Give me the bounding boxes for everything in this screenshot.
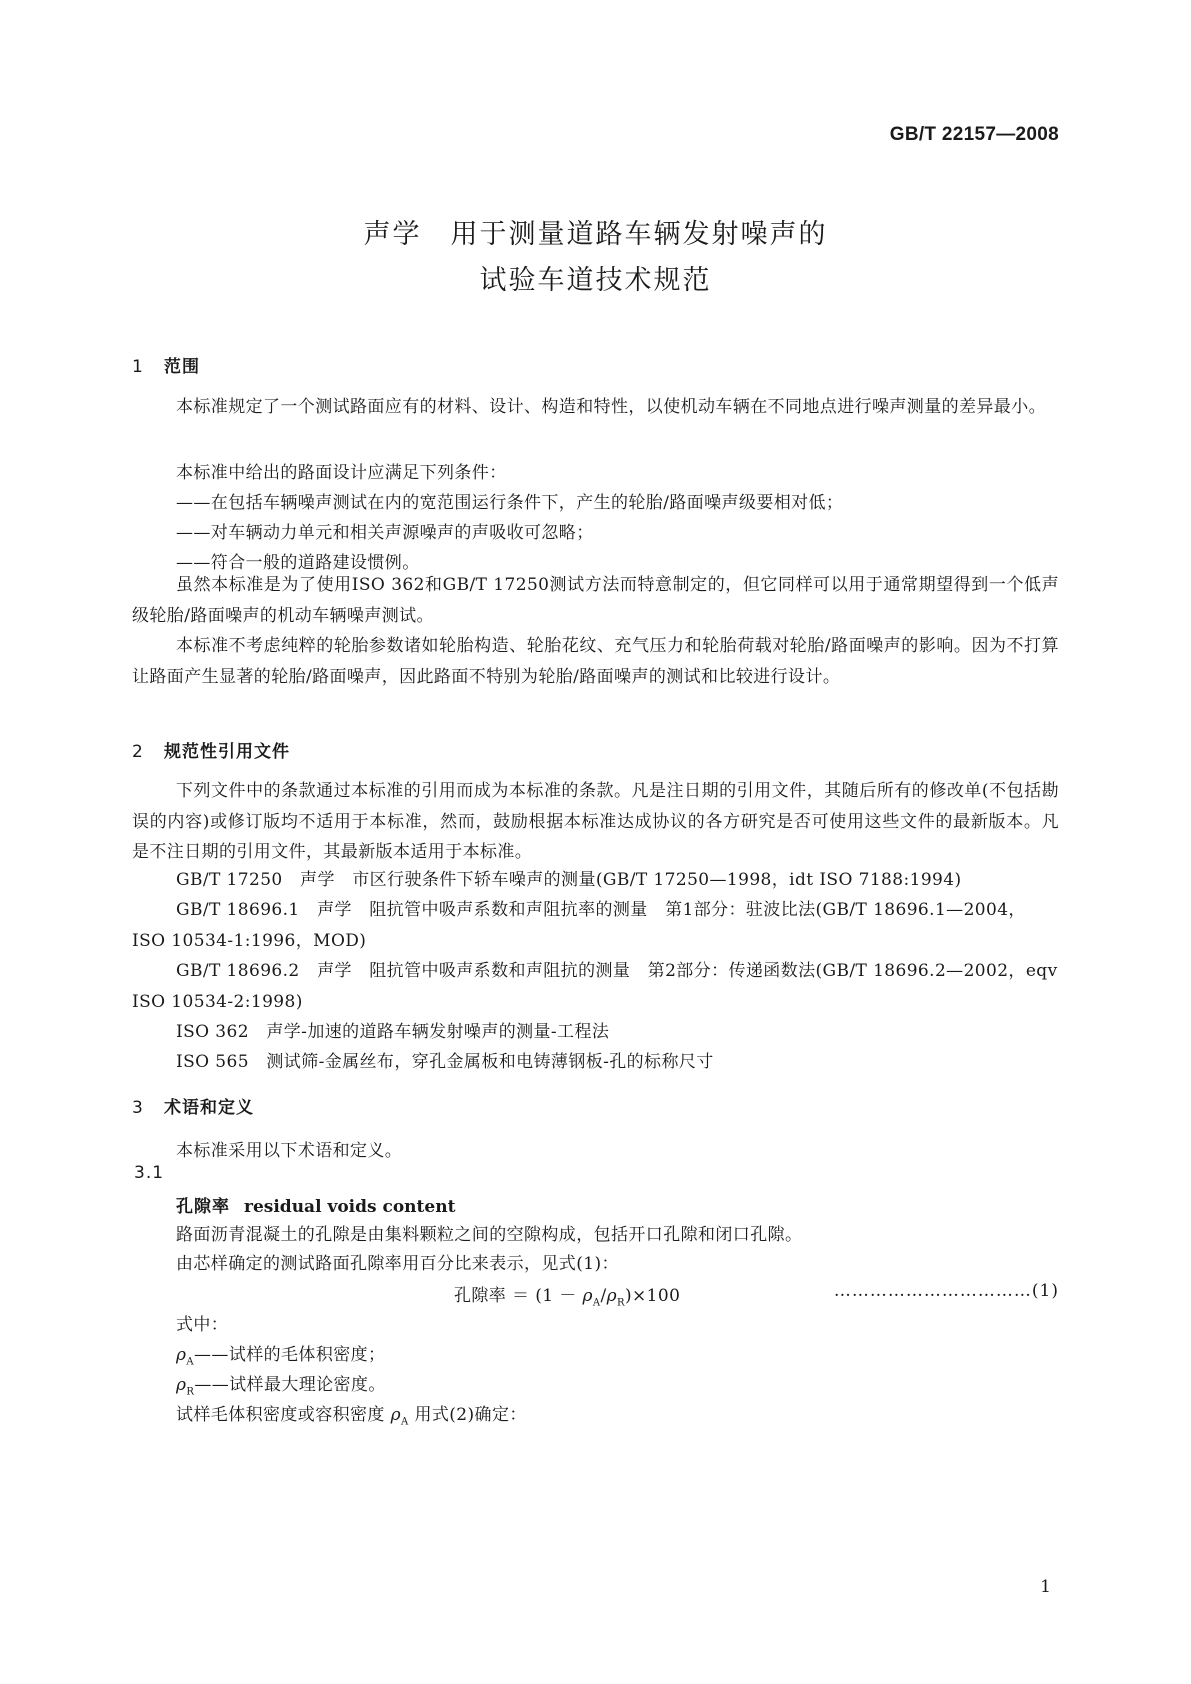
section-title: 术语和定义 — [164, 1098, 254, 1118]
reference-text: 声学-加速的道路车辆发射噪声的测量-工程法 — [266, 1022, 610, 1042]
rho-symbol: ρ — [176, 1345, 187, 1365]
reference-text: 声学 市区行驶条件下轿车噪声的测量(GB/T 17250—1998，idt ISO 7188:1994) — [300, 870, 962, 890]
variable-description: ——试样最大理论密度。 — [194, 1375, 386, 1395]
definition-text: 由芯样确定的测试路面孔隙率用百分比来表示，见式(1)： — [176, 1254, 619, 1274]
formula-number: ……………………………(1) — [833, 1281, 1059, 1301]
list-item: ——对车辆动力单元和相关声源噪声的声吸收可忽略； — [176, 523, 594, 543]
page-number: 1 — [1040, 1577, 1051, 1597]
reference-item — [132, 865, 1059, 896]
document-title-line-1: 声学 用于测量道路车辆发射噪声的 — [363, 219, 828, 250]
section-number: 3 — [132, 1098, 144, 1118]
variable-definition — [176, 1370, 386, 1397]
reference-item — [132, 1047, 1059, 1078]
formula-rhs: )×100 — [624, 1286, 681, 1306]
formula-1 — [454, 1281, 680, 1308]
paragraph: 虽然本标准是为了使用ISO 362和GB/T 17250测试方法而特意制定的，但它同样可以用于通常期望得到一个低声级轮胎/路面噪声的机动车辆噪声测试。 — [132, 575, 1059, 626]
rho-symbol: ρ — [582, 1286, 593, 1306]
reference-text: 测试筛-金属丝布，穿孔金属板和电铸薄钢板-孔的标称尺寸 — [266, 1052, 714, 1072]
term-number: 3.1 — [134, 1163, 165, 1183]
reference-code: GB/T 18696.1 — [176, 900, 300, 920]
rho-symbol: ρ — [176, 1375, 187, 1395]
reference-code: ISO 362 — [176, 1022, 249, 1042]
paragraph: 本标准采用以下术语和定义。 — [176, 1141, 403, 1161]
list-item: ——在包括车辆噪声测试在内的宽范围运行条件下，产生的轮胎/路面噪声级要相对低； — [176, 493, 844, 513]
where-label: 式中： — [176, 1315, 229, 1335]
list-item: ——符合一般的道路建设惯例。 — [176, 553, 420, 573]
text-after-symbol: 用式(2)确定： — [414, 1405, 527, 1425]
paragraph: 下列文件中的条款通过本标准的引用而成为本标准的条款。凡是注日期的引用文件，其随后所有的修改单(不包括勘误的内容)或修订版均不适用于本标准，然而，鼓励根据本标准达成协议的各方研究是否可使用这些文件的最新版本。凡是不注日期的引用文件，其最新版本适用于本标准。 — [132, 781, 1059, 862]
reference-code: ISO 565 — [176, 1052, 249, 1072]
reference-item — [132, 1017, 1059, 1048]
reference-text: 声学 阻抗管中吸声系数和声阻抗率的测量 第1部分：驻波比法(GB/T 18696.1—2004，ISO 10534-1:1996，MOD) — [132, 900, 1026, 951]
paragraph: 本标准中给出的路面设计应满足下列条件： — [176, 463, 507, 483]
rho-symbol: ρ — [390, 1405, 402, 1425]
reference-code: GB/T 18696.2 — [176, 961, 300, 981]
subscript-r: R — [186, 1386, 195, 1398]
term-chinese: 孔隙率 — [176, 1197, 230, 1217]
section-title: 范围 — [164, 357, 200, 377]
variable-description: ——试样的毛体积密度； — [194, 1345, 386, 1365]
term-english: residual voids content — [244, 1197, 456, 1217]
subscript-a: A — [401, 1416, 409, 1428]
subscript-r: R — [617, 1297, 625, 1309]
term-heading — [176, 1192, 455, 1217]
slash: / — [600, 1286, 607, 1306]
reference-item — [132, 956, 1059, 1017]
document-title-line-2: 试验车道技术规范 — [479, 265, 712, 296]
formula-lhs: 孔隙率 ＝ (1 － — [454, 1286, 583, 1306]
reference-text: 声学 阻抗管中吸声系数和声阻抗的测量 第2部分：传递函数法(GB/T 18696.2—2002，eqv ISO 10534-2:1998) — [132, 961, 1058, 1012]
section-number: 1 — [132, 357, 144, 377]
rho-symbol: ρ — [606, 1286, 618, 1306]
reference-code: GB/T 17250 — [176, 870, 283, 890]
paragraph: 本标准不考虑纯粹的轮胎参数诸如轮胎构造、轮胎花纹、充气压力和轮胎荷载对轮胎/路面噪声的影响。因为不打算让路面产生显著的轮胎/路面噪声，因此路面不特别为轮胎/路面噪声的测试和比较进行设计。 — [132, 636, 1059, 687]
section-title: 规范性引用文件 — [164, 742, 290, 762]
reference-item — [132, 895, 1059, 956]
paragraph — [176, 1400, 527, 1427]
variable-definition — [176, 1340, 385, 1367]
subscript-a: A — [592, 1297, 601, 1309]
standard-number: GB/T 22157—2008 — [889, 124, 1059, 145]
definition-text: 路面沥青混凝土的孔隙是由集料颗粒之间的空隙构成，包括开口孔隙和闭口孔隙。 — [176, 1225, 803, 1245]
subscript-a: A — [186, 1356, 195, 1368]
paragraph: 本标准规定了一个测试路面应有的材料、设计、构造和特性，以使机动车辆在不同地点进行噪声测量的差异最小。 — [176, 397, 1046, 417]
section-heading-terms-definitions — [132, 1093, 254, 1118]
section-number: 2 — [132, 742, 144, 762]
section-heading-normative-references — [132, 737, 290, 762]
text-before-symbol: 试样毛体积密度或容积密度 — [176, 1405, 385, 1425]
section-heading-scope — [132, 352, 200, 377]
